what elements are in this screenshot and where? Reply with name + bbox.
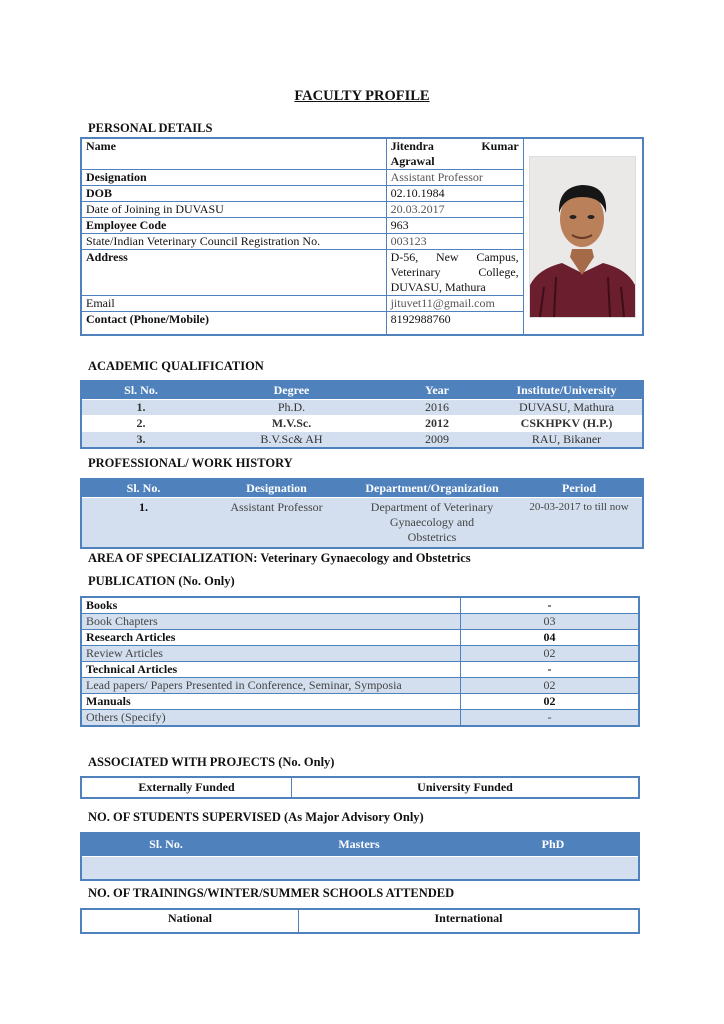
dob-value: 02.10.1984 xyxy=(386,186,523,202)
publication-row xyxy=(81,694,639,710)
publication-row xyxy=(81,710,639,727)
publication-value: - xyxy=(461,662,640,678)
trainings-heading: NO. OF TRAININGS/WINTER/SUMMER SCHOOLS ATTENDED xyxy=(88,886,455,900)
academic-table xyxy=(80,380,644,449)
work-row xyxy=(81,498,643,549)
publication-heading: PUBLICATION (No. Only) xyxy=(88,574,235,588)
academic-cell: CSKHPKV (H.P.) xyxy=(491,416,643,432)
publication-label: Review Articles xyxy=(81,646,461,662)
academic-cell: DUVASU, Mathura xyxy=(491,400,643,416)
academic-cell: RAU, Bikaner xyxy=(491,432,643,449)
students-cell xyxy=(250,857,468,881)
name-line1: Jitendra Kumar xyxy=(390,139,519,153)
projects-heading: ASSOCIATED WITH PROJECTS (No. Only) xyxy=(88,755,335,769)
personal-details-table xyxy=(80,137,644,336)
international-label: International xyxy=(299,909,640,933)
publication-row xyxy=(81,678,639,694)
publication-value: 02 xyxy=(461,646,640,662)
academic-heading: ACADEMIC QUALIFICATION xyxy=(88,359,264,373)
publication-row xyxy=(81,662,639,678)
address-line2: Veterinary College, xyxy=(390,265,519,279)
academic-header-degree: Degree xyxy=(200,381,383,400)
doj-label: Date of Joining in DUVASU xyxy=(81,202,386,218)
designation-label: Designation xyxy=(81,170,386,186)
academic-row xyxy=(81,400,643,416)
name-label: Name xyxy=(81,138,386,170)
projects-table xyxy=(80,776,640,799)
academic-header-year: Year xyxy=(383,381,491,400)
publication-row xyxy=(81,646,639,662)
email-label: Email xyxy=(81,296,386,312)
externally-funded-label: Externally Funded xyxy=(81,777,292,798)
address-label: Address xyxy=(81,250,386,296)
academic-cell: M.V.Sc. xyxy=(200,416,383,432)
academic-cell: 2016 xyxy=(383,400,491,416)
academic-cell: 2012 xyxy=(383,416,491,432)
work-header-slno: Sl. No. xyxy=(81,479,205,498)
dob-label: DOB xyxy=(81,186,386,202)
profile-photo xyxy=(529,156,636,318)
students-header-phd: PhD xyxy=(468,833,639,857)
page-title: FACULTY PROFILE xyxy=(294,88,430,104)
work-cell: 20-03-2017 to till now xyxy=(516,498,643,549)
work-cell: Assistant Professor xyxy=(205,498,348,549)
address-line1: D-56, New Campus, xyxy=(390,250,519,264)
contact-value: 8192988760 xyxy=(386,312,523,336)
academic-header-slno: Sl. No. xyxy=(81,381,200,400)
designation-value: Assistant Professor xyxy=(386,170,523,186)
publication-table xyxy=(80,596,640,727)
work-cell: 1. xyxy=(81,498,205,549)
national-label: National xyxy=(81,909,299,933)
publication-label: Lead papers/ Papers Presented in Conference, Seminar, Symposia xyxy=(81,678,461,694)
publication-value: - xyxy=(461,710,640,727)
publication-value: - xyxy=(461,597,640,614)
employee-code-value: 963 xyxy=(386,218,523,234)
academic-cell: 1. xyxy=(81,400,200,416)
work-history-table xyxy=(80,478,644,549)
students-heading: NO. OF STUDENTS SUPERVISED (As Major Advisory Only) xyxy=(88,810,424,824)
students-header-slno: Sl. No. xyxy=(81,833,250,857)
work-cell: Department of Veterinary Gynaecology and Obstetrics xyxy=(348,498,516,549)
work-header-period: Period xyxy=(516,479,643,498)
publication-label: Research Articles xyxy=(81,630,461,646)
academic-cell: 3. xyxy=(81,432,200,449)
work-history-heading: PROFESSIONAL/ WORK HISTORY xyxy=(88,456,293,470)
publication-row xyxy=(81,630,639,646)
academic-cell: B.V.Sc& AH xyxy=(200,432,383,449)
university-funded-label: University Funded xyxy=(292,777,640,798)
students-cell xyxy=(81,857,250,881)
trainings-table xyxy=(80,908,640,934)
publication-value: 02 xyxy=(461,678,640,694)
specialization-heading: AREA OF SPECIALIZATION: Veterinary Gynaecology and Obstetrics xyxy=(88,551,471,565)
registration-label: State/Indian Veterinary Council Registration No. xyxy=(81,234,386,250)
work-header-designation: Designation xyxy=(205,479,348,498)
students-header-masters: Masters xyxy=(250,833,468,857)
registration-value: 003123 xyxy=(386,234,523,250)
email-value: jituvet11@gmail.com xyxy=(386,296,523,312)
employee-code-label: Employee Code xyxy=(81,218,386,234)
publication-value: 03 xyxy=(461,614,640,630)
work-header-department: Department/Organization xyxy=(348,479,516,498)
students-cell xyxy=(468,857,639,881)
publication-label: Others (Specify) xyxy=(81,710,461,727)
personal-details-heading: PERSONAL DETAILS xyxy=(88,121,213,135)
name-line2: Agrawal xyxy=(390,154,435,168)
publication-row xyxy=(81,597,639,614)
academic-cell: 2009 xyxy=(383,432,491,449)
address-value xyxy=(386,250,523,296)
photo-cell xyxy=(523,138,643,335)
contact-label: Contact (Phone/Mobile) xyxy=(81,312,386,336)
publication-value: 02 xyxy=(461,694,640,710)
academic-cell: Ph.D. xyxy=(200,400,383,416)
publication-value: 04 xyxy=(461,630,640,646)
publication-label: Manuals xyxy=(81,694,461,710)
publication-label: Books xyxy=(81,597,461,614)
academic-cell: 2. xyxy=(81,416,200,432)
publication-label: Book Chapters xyxy=(81,614,461,630)
academic-row xyxy=(81,432,643,449)
person-photo-icon xyxy=(530,157,635,317)
academic-header-institute: Institute/University xyxy=(491,381,643,400)
students-table xyxy=(80,832,640,881)
students-empty-row xyxy=(81,857,639,881)
name-value xyxy=(386,138,523,170)
publication-row xyxy=(81,614,639,630)
doj-value: 20.03.2017 xyxy=(386,202,523,218)
academic-row xyxy=(81,416,643,432)
publication-label: Technical Articles xyxy=(81,662,461,678)
address-line3: DUVASU, Mathura xyxy=(390,280,486,294)
row-name xyxy=(81,138,643,170)
